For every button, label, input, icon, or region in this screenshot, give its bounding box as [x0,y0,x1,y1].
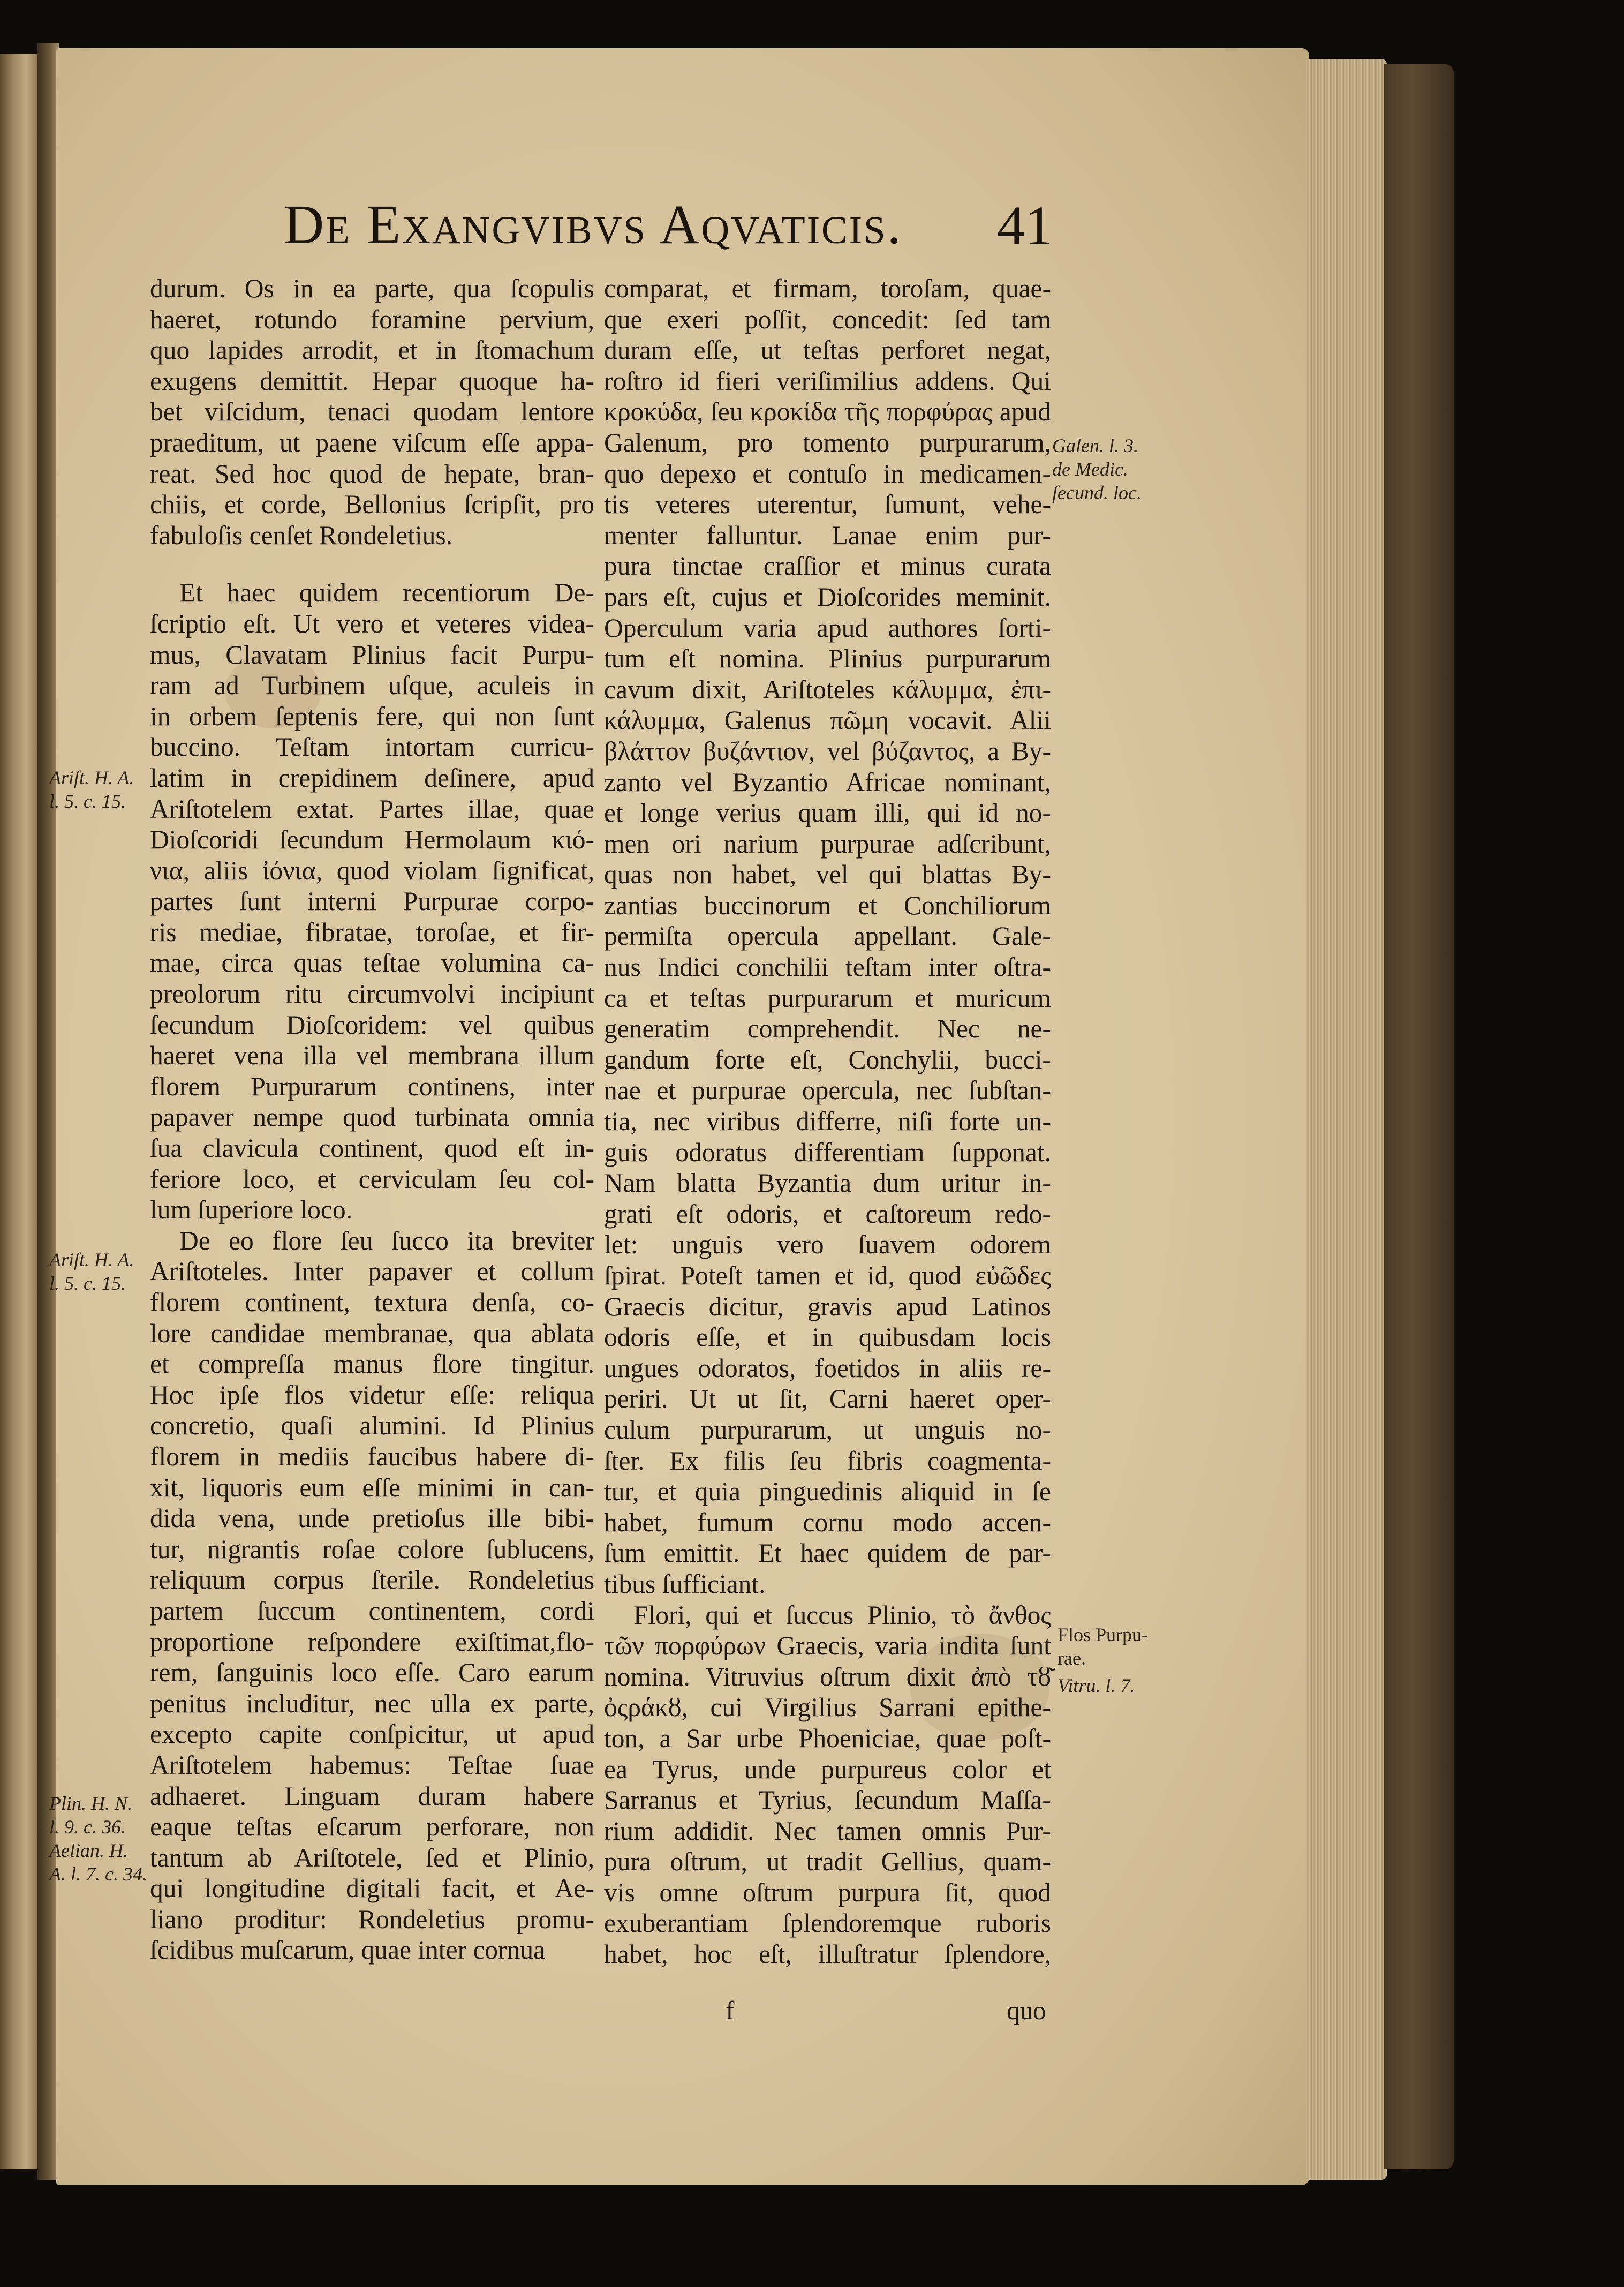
margin-note-arist-1 [49,766,134,813]
text-line: tur, nigrantis roſae colore ſublucens, [150,1534,594,1564]
text-line: haeret, rotundo foramine pervium, [150,304,594,334]
text-line: tia, nec viribus differre, niſi forte un- [604,1107,1051,1137]
text-line: rium addidit. Nec tamen omnis Pur- [604,1816,1051,1846]
text-line: Graecis dicitur, gravis apud Latinos [604,1291,1051,1321]
margin-note-line: l. 5. c. 15. [49,1273,126,1294]
text-line: nus Indici conchilii teſtam inter oſtra- [604,952,1051,982]
text-line: liano proditur: Rondeletius promu- [150,1904,594,1934]
text-line: penitus includitur, nec ulla ex parte, [150,1688,594,1718]
margin-note-line: Aelian. H. [49,1840,128,1861]
text-line: exugens demittit. Hepar quoque ha- [150,366,594,396]
text-line: lore candidae membranae, qua ablata [150,1318,594,1348]
margin-note-line: rae. [1058,1647,1086,1669]
text-line: tibus ſufficiant. [604,1569,766,1599]
signature-mark: f [726,1996,735,2025]
text-line: Dioſcoridi ſecundum Hermolaum κιό- [150,825,594,855]
text-line: rem, ſanguinis loco eſſe. Caro earum [150,1658,594,1688]
text-line: papaver nempe quod turbinata omnia [150,1102,594,1132]
text-line: κροκύδα, ſeu κροκίδα τῆς πορφύρας apud [604,397,1051,427]
text-line: qui longitudine digitali facit, et Ae- [150,1874,594,1904]
left-text-column [150,273,594,1966]
text-line: ca et teſtas purpurarum et muricum [604,983,1051,1013]
text-line: zantias buccinorum et Conchiliorum [604,890,1051,920]
text-line: ſter. Ex filis ſeu fibris coagmenta- [604,1446,1051,1476]
text-line: grati eſt odoris, et caſtoreum redo- [604,1199,1051,1229]
text-line: quas non habet, vel qui blattas By- [604,860,1051,890]
margin-note-line: de Medic. [1052,458,1128,480]
text-line: ris mediae, fibratae, toroſae, et fir- [150,917,594,947]
text-line: permiſta opercula appellant. Gale- [604,921,1051,951]
text-line: culum purpurarum, ut unguis no- [604,1415,1051,1445]
text-line: bet viſcidum, tenaci quodam lentore [150,397,594,427]
text-line: tum eſt nomina. Plinius purpurarum [604,644,1051,674]
margin-note-line: l. 9. c. 36. [49,1816,126,1838]
cover-edge [1384,64,1454,2169]
text-line: Galenum, pro tomento purpurarum, [604,427,1051,457]
text-line: florem continent, textura denſa, co- [150,1288,594,1317]
text-line: pura tinctae craſſior et minus curata [604,551,1051,581]
text-line: men ori narium purpurae adſcribunt, [604,829,1051,859]
text-line: odoris eſſe, et in quibusdam locis [604,1322,1051,1352]
margin-note-arist-2 [49,1248,134,1295]
text-line: excepto capite conſpicitur, ut apud [150,1719,594,1749]
text-line: preolorum ritu circumvolvi incipiunt [150,979,594,1009]
text-line: κάλυμμα, Galenus πῶμη vocavit. Alii [604,705,1051,735]
text-line: ſpirat. Poteſt tamen et id, quod εὐῶδες [604,1261,1051,1290]
text-line: De eo flore ſeu ſucco ita breviter [179,1225,594,1255]
text-line: guis odoratus differentiam ſupponat. [604,1137,1051,1167]
text-line: ſcriptio eſt. Ut vero et veteres videa- [150,608,594,638]
margin-note-line: Flos Purpu- [1058,1624,1149,1645]
text-line: partes ſunt interni Purpurae corpo- [150,886,594,916]
text-line: νια, aliis ἰόνια, quod violam ſignificat, [150,855,594,885]
text-line: ſum emittit. Et haec quidem de par- [604,1538,1051,1568]
text-line: partem ſuccum continentem, cordi [150,1596,594,1626]
text-line: reat. Sed hoc quod de hepate, bran- [150,458,594,488]
text-line: et compreſſa manus flore tingitur. [150,1349,594,1379]
margin-note-line: Ariſt. H. A. [49,767,134,788]
paragraph-gap [150,551,594,577]
text-line: adhaeret. Linguam duram habere [150,1781,594,1811]
text-line: zanto vel Byzantio Africae nominant, [604,767,1051,797]
text-line: Ariſtotelem habemus: Teſtae ſuae [150,1750,594,1780]
text-line: eaque teſtas eſcarum perforare, non [150,1812,594,1842]
text-line: ſua clavicula continent, quod eſt in- [150,1133,594,1163]
text-line: Operculum varia apud authores ſorti- [604,613,1051,643]
text-line: ea Tyrus, unde purpureus color et [604,1754,1051,1784]
text-line: haeret vena illa vel membrana illum [150,1041,594,1071]
text-line: ὀςράκȣ, cui Virgilius Sarrani epithe- [604,1692,1051,1722]
running-head-title: De Exangvibvs Aqvaticis. [284,194,903,255]
text-line: florem Purpurarum continens, inter [150,1071,594,1101]
text-line: ſcidibus muſcarum, quae inter cornua [150,1935,546,1965]
text-line: mus, Clavatam Plinius facit Purpu- [150,640,594,669]
text-line: florem in mediis faucibus habere di- [150,1441,594,1471]
text-line: cavum dixit, Ariſtoteles κάλυμμα, ἐπι- [604,674,1051,704]
margin-note-line: l. 5. c. 15. [49,791,126,812]
text-line: buccino. Teſtam intortam curricu- [150,732,594,762]
text-line: in orbem ſeptenis fere, qui non ſunt [150,701,594,731]
text-line: feriore loco, et cerviculam ſeu col- [150,1164,594,1194]
text-line: tis veteres uterentur, ſumunt, vehe- [604,490,1051,520]
text-line: duram eſſe, ut teſtas perforet negat, [604,335,1051,365]
text-line: quo lapides arrodit, et in ſtomachum [150,335,594,365]
catchword: quo [1007,1996,1046,2025]
text-line: τῶν πορφύρων Graecis, varia indita ſunt [604,1631,1051,1661]
text-line: Nam blatta Byzantia dum uritur in- [604,1168,1051,1198]
text-line: mae, circa quas teſtae volumina ca- [150,948,594,978]
text-line: dida vena, unde pretioſus ille bibi- [150,1503,594,1533]
margin-note-line: Galen. l. 3. [1052,435,1138,456]
margin-note-galen [1052,434,1142,505]
text-line: nae et purpurae opercula, nec ſubſtan- [604,1075,1051,1105]
text-line: tantum ab Ariſtotele, ſed et Plinio, [150,1842,594,1872]
text-line: ton, a Sar urbe Phoeniciae, quae poſt- [604,1723,1051,1753]
text-line: Hoc ipſe flos videtur eſſe: reliqua [150,1380,594,1410]
text-line: generatim comprehendit. Nec ne- [604,1014,1051,1044]
margin-note-line: ſecund. loc. [1052,482,1142,503]
text-line: comparat, et firmam, toroſam, quae- [604,274,1051,303]
text-line: pura oſtrum, ut tradit Gellius, quam- [604,1847,1051,1877]
text-line: habet, fumum cornu modo accen- [604,1507,1051,1537]
text-line: periri. Ut ut ſit, Carni haeret oper- [604,1384,1051,1414]
text-line: Et haec quidem recentiorum De- [179,578,594,608]
text-line: Flori, qui et ſuccus Plinio, τὸ ἄνθος [633,1600,1051,1630]
text-line: latim in crepidinem deſinere, apud [150,763,594,793]
text-line: gandum forte eſt, Conchylii, bucci- [604,1044,1051,1074]
text-line: pars eſt, cujus et Dioſcorides meminit. [604,582,1051,612]
text-line: et longe verius quam illi, qui id no- [604,798,1051,828]
text-line: habet, hoc eſt, illuſtratur ſplendore, [604,1939,1051,1969]
margin-note-plin [49,1792,147,1886]
text-line: let: unguis vero ſuavem odorem [604,1230,1051,1260]
text-line: βλάττον βυζάντιον, vel βύζαντος, a By- [604,736,1051,766]
text-line: durum. Os in ea parte, qua ſcopulis [150,274,594,303]
text-line: menter falluntur. Lanae enim pur- [604,520,1051,550]
text-line: vis omne oſtrum purpura ſit, quod [604,1877,1051,1907]
text-line: nomina. Vitruvius oſtrum dixit ἀπὸ τȣ͂ [604,1661,1051,1691]
margin-note-flos [1058,1623,1148,1670]
text-line: que exeri poſſit, concedit: ſed tam [604,304,1051,334]
margin-note-line: Ariſt. H. A. [49,1249,134,1270]
right-text-column [604,273,1051,1970]
text-line: quo depexo et contuſo in medicamen- [604,458,1051,488]
margin-note-line: Plin. H. N. [49,1793,133,1814]
text-line: Sarranus et Tyrius, ſecundum Maſſa- [604,1785,1051,1815]
margin-note-line: Vitru. l. 7. [1058,1675,1135,1696]
text-line: concretio, quaſi alumini. Id Plinius [150,1411,594,1441]
text-line: proportione reſpondere exiſtimat,flo- [150,1627,594,1657]
text-line: ram ad Turbinem uſque, aculeis in [150,671,594,701]
text-line: tur, et quia pinguedinis aliquid in ſe [604,1477,1051,1507]
text-line: praeditum, ut paene viſcum eſſe appa- [150,427,594,457]
text-line: lum ſuperiore loco. [150,1195,353,1225]
text-line: Ariſtoteles. Inter papaver et collum [150,1257,594,1287]
page-stack-edge [1306,59,1387,2180]
text-line: roſtro id fieri veriſimilius addens. Qui [604,366,1051,396]
margin-note-vitru [1058,1674,1135,1697]
text-line: ungues odoratos, foetidos in aliis re- [604,1353,1051,1383]
left-page-edge [0,54,37,2169]
text-line: chiis, et corde, Bellonius ſcripſit, pro [150,490,594,520]
page-number: 41 [997,195,1053,257]
text-line: exuberantiam ſplendoremque ruboris [604,1908,1051,1938]
text-line: reliquum corpus ſterile. Rondeletius [150,1565,594,1595]
margin-note-line: A. l. 7. c. 34. [49,1863,147,1885]
text-line: Ariſtotelem extat. Partes illae, quae [150,794,594,824]
text-line: fabuloſis cenſet Rondeletius. [150,520,452,550]
text-line: xit, liquoris eum eſſe minimi in can- [150,1472,594,1502]
text-line: ſecundum Dioſcoridem: vel quibus [150,1010,594,1040]
